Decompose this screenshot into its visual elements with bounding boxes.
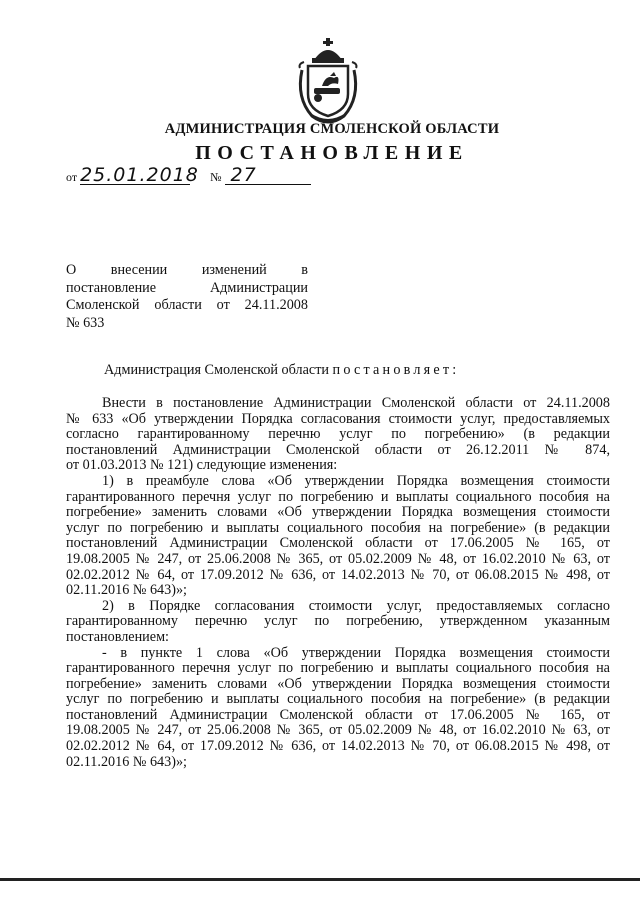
body-line: постановлений Администрации Смоленской области от 17.06.2005 № 165, от xyxy=(66,535,610,552)
body-line: 19.08.2005 № 247, от 25.06.2008 № 365, от 05.02.2009 № 48, от 16.02.2010 № 63, от xyxy=(66,550,610,567)
document-number: 27 xyxy=(225,166,311,185)
body-line: согласно гарантированному перечню услуг по погребению» (в редакции xyxy=(66,426,610,443)
body-line: 02.02.2012 № 64, от 17.09.2012 № 636, от 14.02.2013 № 70, от 06.08.2015 № 498, от xyxy=(66,738,610,755)
subject-line: постановление Администрации xyxy=(66,279,308,296)
body-line: Внести в постановление Администрации Смоленской области от 24.11.2008 xyxy=(102,395,610,411)
body-line: гарантированному перечню услуг по погребению, утвержденном указанным xyxy=(66,613,610,630)
resolve-verb: постановляет: xyxy=(332,362,460,378)
subject-line: № 633 xyxy=(66,314,105,331)
body-line: 1) в преамбуле слова «Об утверждении Порядка возмещения стоимости xyxy=(102,472,610,489)
body-line: услуг по погребению и выплаты социального пособия на погребение» (в редакции xyxy=(66,691,610,708)
body-line: 02.11.2016 № 643)»; xyxy=(66,753,187,770)
subject-line: О внесении изменений в xyxy=(66,262,308,278)
document-type-title: ПОСТАНОВЛЕНИЕ xyxy=(195,142,469,164)
resolve-clause xyxy=(104,362,459,379)
body-line: № 633 «Об утверждении Порядка согласования стоимости услуг, предоставляемых xyxy=(66,410,610,427)
body-line: гарантированного перечня услуг по погребению и выплаты социального пособия на xyxy=(66,660,610,677)
body-line: 19.08.2005 № 247, от 25.06.2008 № 365, от 05.02.2009 № 48, от 16.02.2010 № 63, от xyxy=(66,722,610,739)
body-line: постановлений Администрации Смоленской области от 17.06.2005 № 165, от xyxy=(66,706,610,723)
organization-name: АДМИНИСТРАЦИЯ СМОЛЕНСКОЙ ОБЛАСТИ xyxy=(164,121,500,137)
document-dateline xyxy=(66,166,311,185)
body-line: услуг по погребению и выплаты социального пособия на погребение» (в редакции xyxy=(66,519,610,536)
coat-of-arms-emblem xyxy=(294,38,362,124)
document-date: 25.01.2018 xyxy=(80,164,199,186)
body-line: гарантированного перечня услуг по погребению и выплаты социального пособия на xyxy=(66,488,610,505)
body-line: погребение» заменить словами «Об утверждении Порядка возмещения стоимости xyxy=(66,675,610,692)
body-line: 2) в Порядке согласования стоимости услуг, предоставляемых согласно xyxy=(102,597,610,614)
body-line: от 01.03.2013 № 121) следующие изменения: xyxy=(66,457,338,474)
document-subject xyxy=(66,262,308,332)
date-label: от xyxy=(66,170,78,184)
resolve-lead: Администрация Смоленской области xyxy=(104,362,329,378)
body-line: 02.02.2012 № 64, от 17.09.2012 № 636, от 14.02.2013 № 70, от 06.08.2015 № 498, от xyxy=(66,566,610,583)
body-line: 02.11.2016 № 643)»; xyxy=(66,582,187,599)
document-body xyxy=(66,396,610,770)
subject-line: Смоленской области от 24.11.2008 xyxy=(66,297,308,313)
body-line: - в пункте 1 слова «Об утверждении Порядка возмещения стоимости xyxy=(102,644,610,661)
body-line: постановлением: xyxy=(66,628,169,645)
body-line: погребение» заменить словами «Об утверждении Порядка возмещения стоимости xyxy=(66,504,610,521)
number-label: № xyxy=(210,170,222,184)
body-line: постановлений Администрации Смоленской области от 26.12.2011 № 874, xyxy=(66,441,610,458)
scan-edge-divider xyxy=(0,878,640,881)
